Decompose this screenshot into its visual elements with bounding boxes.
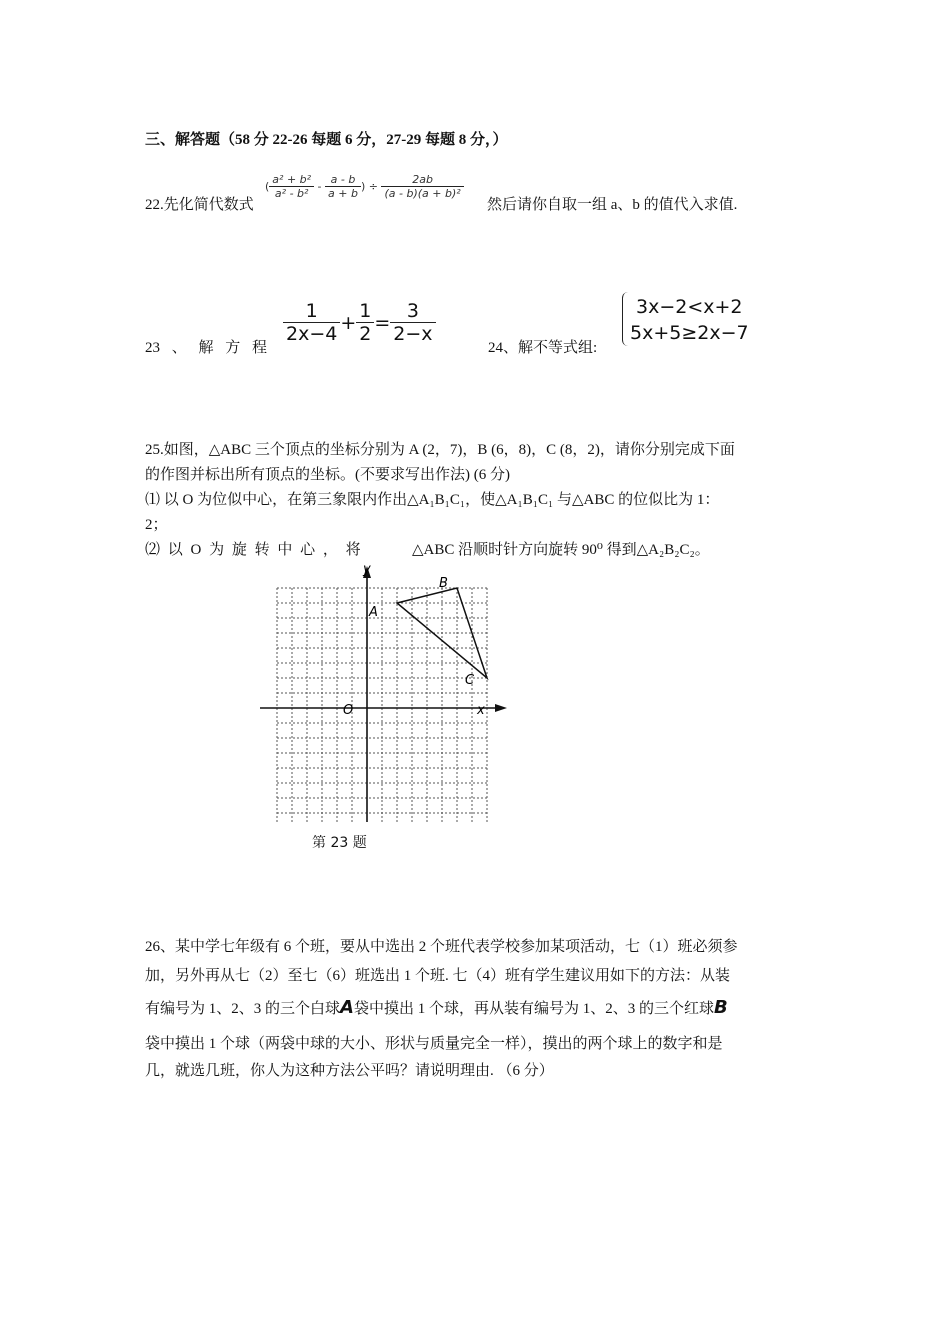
q22-minus: - xyxy=(314,179,326,193)
q26-line-3: 有编号为 1、2、3 的三个白球A袋中摸出 1 个球，再从装有编号为 1、2、3 的三个红球B xyxy=(145,997,728,1018)
q22-expression xyxy=(265,163,464,209)
q24-inequality-1: 3x−2<x+2 xyxy=(636,296,743,318)
q25-line-2: 的作图并标出所有顶点的坐标。(不要求写出作法) (6 分) xyxy=(145,467,510,483)
q25-line-4: 2； xyxy=(145,517,168,533)
q22-paren-open: ( xyxy=(265,179,270,193)
x-axis-arrow xyxy=(495,704,507,712)
q23-term-3: $\frac{3}{2-x}$ xyxy=(390,300,435,345)
coordinate-grid-figure xyxy=(255,560,515,830)
section-heading: 三、解答题（58 分 22-26 每题 6 分，27-29 每题 8 分，） xyxy=(145,132,508,148)
figure-caption: 第 23 题 xyxy=(312,835,367,851)
q23-equation xyxy=(283,300,436,345)
y-axis-label: y xyxy=(363,562,371,577)
q22-fraction-1: $\frac{\text{a² + b²}}{\text{a² - b²}}$ xyxy=(269,173,314,200)
q25-line-1: 25.如图，△ABC 三个顶点的坐标分别为 A (2，7)，B (6，8)，C (8，2)，请你分别完成下面 xyxy=(145,442,735,458)
q26-line-2: 加，另外再从七（2）至七（6）班选出 1 个班. 七（4）班有学生建议用如下的方法：从装 xyxy=(145,968,731,984)
q22-prefix: 22.先化简代数式 xyxy=(145,197,254,213)
q24-inequality-2: 5x+5≥2x−7 xyxy=(630,322,749,344)
q23-term-2: $\frac{1}{2}$ xyxy=(356,300,374,345)
q23-plus: + xyxy=(340,311,357,334)
bag-a-label: A xyxy=(340,997,354,1018)
q26-line-4: 袋中摸出 1 个球（两袋中球的大小、形状与质量完全一样），摸出的两个球上的数字和是 xyxy=(145,1036,723,1052)
q22-suffix: 然后请你自取一组 a、b 的值代入求值. xyxy=(487,197,738,213)
q23-label: 23 、 解 方 程 xyxy=(145,340,268,356)
point-a-label: A xyxy=(369,605,378,620)
bag-b-label: B xyxy=(713,997,728,1018)
grid-lines xyxy=(277,588,487,822)
q25-line-5b: △ABC 沿顺时针方向旋转 90⁰ 得到△A₂B₂C₂。 xyxy=(412,542,710,558)
q23-equals: = xyxy=(374,311,391,334)
point-b-label: B xyxy=(439,576,448,591)
x-axis-label: x xyxy=(477,703,485,718)
q23-term-1: $\frac{1}{2x-4}$ xyxy=(283,300,340,345)
q22-fraction-3: $\frac{2ab}{\text{(a - b)(a + b)²}}$ xyxy=(381,173,463,200)
origin-label: O xyxy=(343,703,354,718)
q25-line-3: ⑴ 以 O 为位似中心，在第三象限内作出△A₁B₁C₁，使△A₁B₁C₁ 与△ABC 的位似比为 1： xyxy=(145,492,720,508)
q26-line-1: 26、某中学七年级有 6 个班，要从中选出 2 个班代表学校参加某项活动，七（1）班必须参 xyxy=(145,939,738,955)
q22-paren-close-divide: ) ÷ xyxy=(360,179,382,193)
q26-line-5: 几，就选几班，你人为这种方法公平吗？请说明理由. （6 分） xyxy=(145,1063,554,1079)
point-c-label: C xyxy=(465,673,475,688)
q24-label: 24、解不等式组: xyxy=(488,340,598,356)
q25-line-5a: ⑵ 以 O 为 旋 转 中 心 ， 将 xyxy=(145,542,361,558)
q22-fraction-2: $\frac{a - b}{a + b}$ xyxy=(325,173,361,200)
